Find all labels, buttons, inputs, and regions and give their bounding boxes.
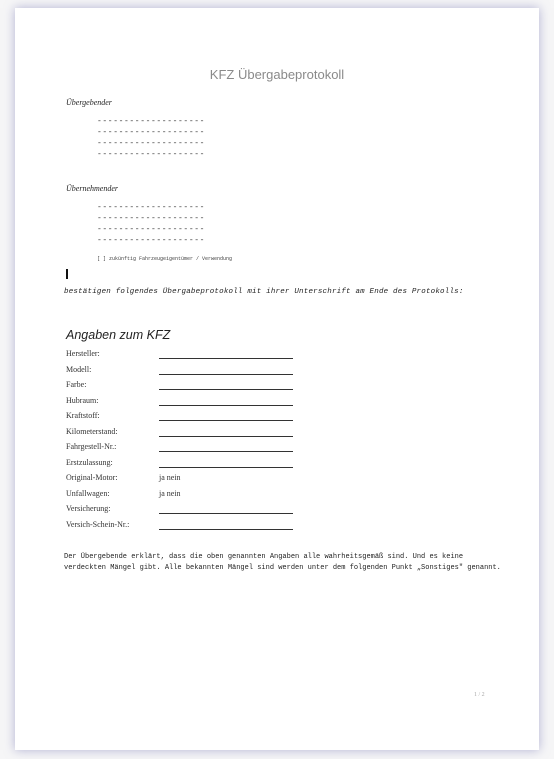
declaration-text: Der Übergebende erklärt, dass die oben genannten Angaben alle wahrheitsgemäß sind. Und es keine verdeckten Mängel gibt. Alle bekannten Mängel sind werden unter dem folgenden Punkt „Sonstiges" genannt. xyxy=(64,553,501,572)
field-input-line[interactable] xyxy=(159,420,293,421)
field-input-line[interactable] xyxy=(159,467,293,468)
giver-line-2[interactable]: -------------------- xyxy=(97,128,206,137)
page-number: 1 / 2 xyxy=(474,692,485,698)
field-input-line[interactable] xyxy=(159,436,293,437)
field-choice[interactable]: ja nein xyxy=(159,488,181,498)
field-label: Hersteller: xyxy=(66,349,100,358)
field-input-line[interactable] xyxy=(159,358,293,359)
field-label: Fahrgestell-Nr.: xyxy=(66,442,117,451)
field-choice[interactable]: ja nein xyxy=(159,473,181,482)
receiver-line-3[interactable]: -------------------- xyxy=(97,225,206,234)
receiver-line-1[interactable]: -------------------- xyxy=(97,203,206,212)
giver-label: Übergebender xyxy=(66,98,112,107)
field-label: Versich-Schein-Nr.: xyxy=(66,519,130,529)
field-label: Unfallwagen: xyxy=(66,488,110,498)
receiver-label: Übernehmender xyxy=(66,184,118,193)
giver-line-3[interactable]: -------------------- xyxy=(97,139,206,148)
receiver-line-4[interactable]: -------------------- xyxy=(97,236,206,245)
section-title: Angaben zum KFZ xyxy=(66,328,171,342)
receiver-line-2[interactable]: -------------------- xyxy=(97,214,206,223)
confirm-text: bestätigen folgendes Übergabeprotokoll mit ihrer Unterschrift am Ende des Protokolls: xyxy=(64,288,464,296)
field-input-line[interactable] xyxy=(159,529,293,530)
field-label: Erstzulassung: xyxy=(66,457,113,467)
field-label: Farbe: xyxy=(66,380,87,389)
text-cursor xyxy=(66,269,68,279)
page-title: KFZ Übergabeprotokoll xyxy=(209,67,345,82)
field-label: Hubraum: xyxy=(66,395,99,405)
field-input-line[interactable] xyxy=(159,374,293,375)
field-label: Modell: xyxy=(66,364,92,374)
giver-line-4[interactable]: -------------------- xyxy=(97,150,206,159)
field-label: Kilometerstand: xyxy=(66,426,118,436)
field-label: Original-Motor: xyxy=(66,473,118,482)
field-label: Versicherung: xyxy=(66,504,111,513)
document-page xyxy=(15,8,539,750)
checkbox-note[interactable]: [ ] zukünftig Fahrzeugeigentümer / Verwendung xyxy=(97,256,233,262)
field-input-line[interactable] xyxy=(159,405,293,406)
field-input-line[interactable] xyxy=(159,513,293,514)
field-input-line[interactable] xyxy=(159,389,293,390)
field-input-line[interactable] xyxy=(159,451,293,452)
field-label: Kraftstoff: xyxy=(66,411,100,420)
giver-line-1[interactable]: -------------------- xyxy=(97,117,206,126)
